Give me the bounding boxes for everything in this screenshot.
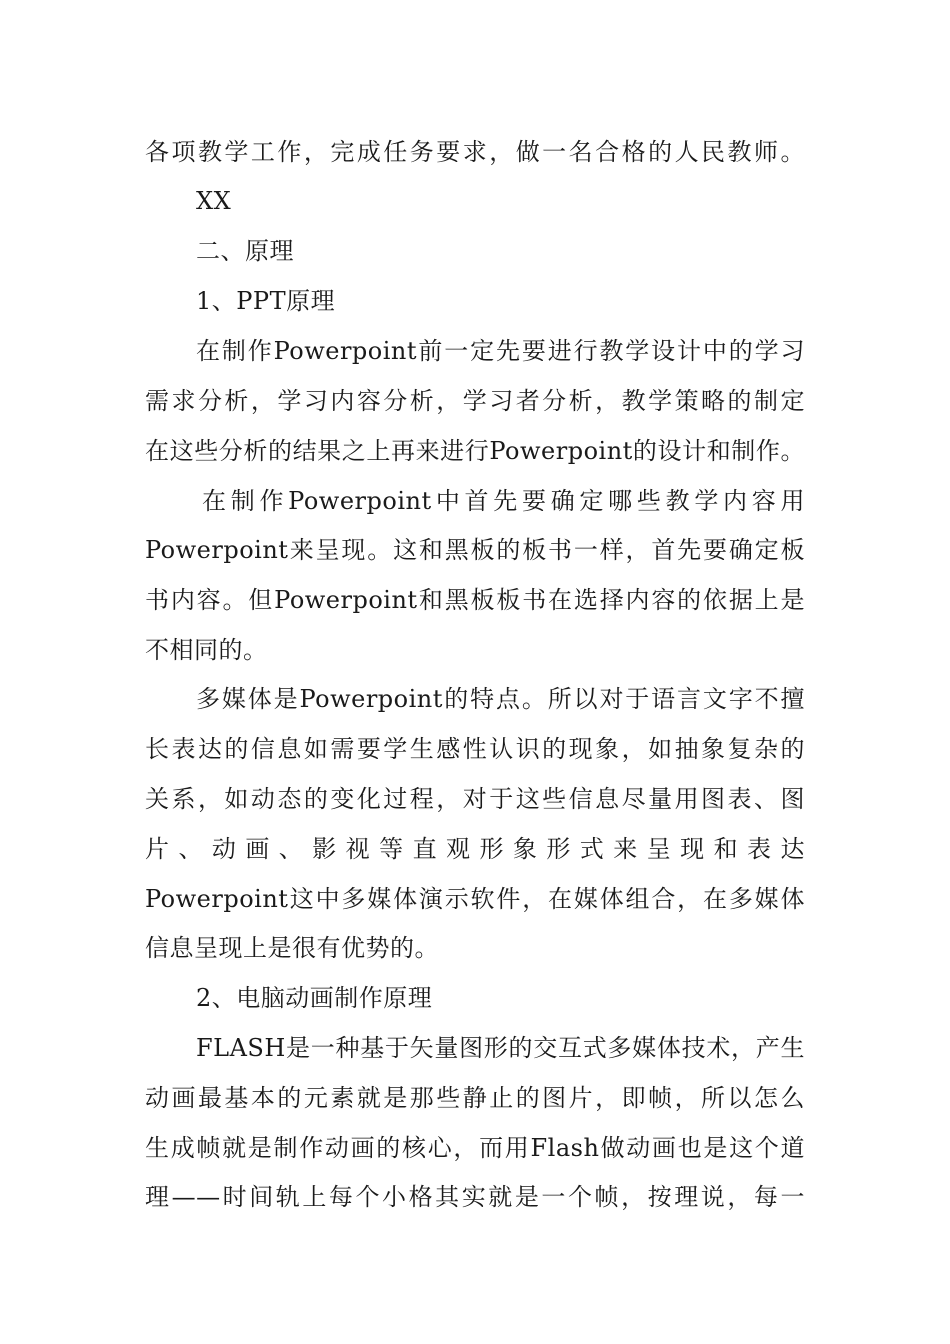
text-line-8: 在制作Powerpoint中首先要确定哪些教学内容用 [202, 487, 805, 515]
text-line-5: 在制作Powerpoint前一定先要进行教学设计中的学习 [196, 337, 805, 365]
section-heading: 二、原理 [196, 237, 294, 265]
text-line-11: 不相同的。 [145, 636, 268, 664]
text-line-16: Powerpoint这中多媒体演示软件，在媒体组合，在多媒体 [145, 885, 805, 913]
text-line-21: 生成帧就是制作动画的核心，而用Flash做动画也是这个道 [145, 1134, 805, 1162]
text-line-1: 各项教学工作，完成任务要求，做一名合格的人民教师。 [145, 138, 805, 166]
text-line-9: Powerpoint来呈现。这和黑板的板书一样，首先要确定板 [145, 536, 805, 564]
text-line-13: 长表达的信息如需要学生感性认识的现象，如抽象复杂的 [145, 735, 805, 763]
text-line-17: 信息呈现上是很有优势的。 [145, 934, 439, 962]
text-line-15: 片 、 动 画 、 影 视 等 直 观 形 象 形 式 来 呈 现 和 表 达 [145, 835, 805, 863]
text-line-22: 理——时间轨上每个小格其实就是一个帧，按理说，每一 [145, 1183, 805, 1211]
text-line-10: 书内容。但Powerpoint和黑板板书在选择内容的依据上是 [145, 586, 805, 614]
text-line-19: FLASH是一种基于矢量图形的交互式多媒体技术，产生 [196, 1034, 805, 1062]
text-line-12: 多媒体是Powerpoint的特点。所以对于语言文字不擅 [196, 685, 805, 713]
text-line-20: 动画最基本的元素就是那些静止的图片，即帧，所以怎么 [145, 1084, 805, 1112]
text-line-7: 在这些分析的结果之上再来进行Powerpoint的设计和制作。 [145, 437, 805, 465]
subsection-heading-ppt: 1、PPT原理 [196, 287, 336, 315]
text-line-2: XX [196, 187, 232, 215]
subsection-heading-animation: 2、电脑动画制作原理 [196, 984, 433, 1012]
text-line-14: 关系，如动态的变化过程，对于这些信息尽量用图表、图 [145, 785, 805, 813]
text-line-6: 需求分析，学习内容分析，学习者分析，教学策略的制定 [145, 387, 805, 415]
